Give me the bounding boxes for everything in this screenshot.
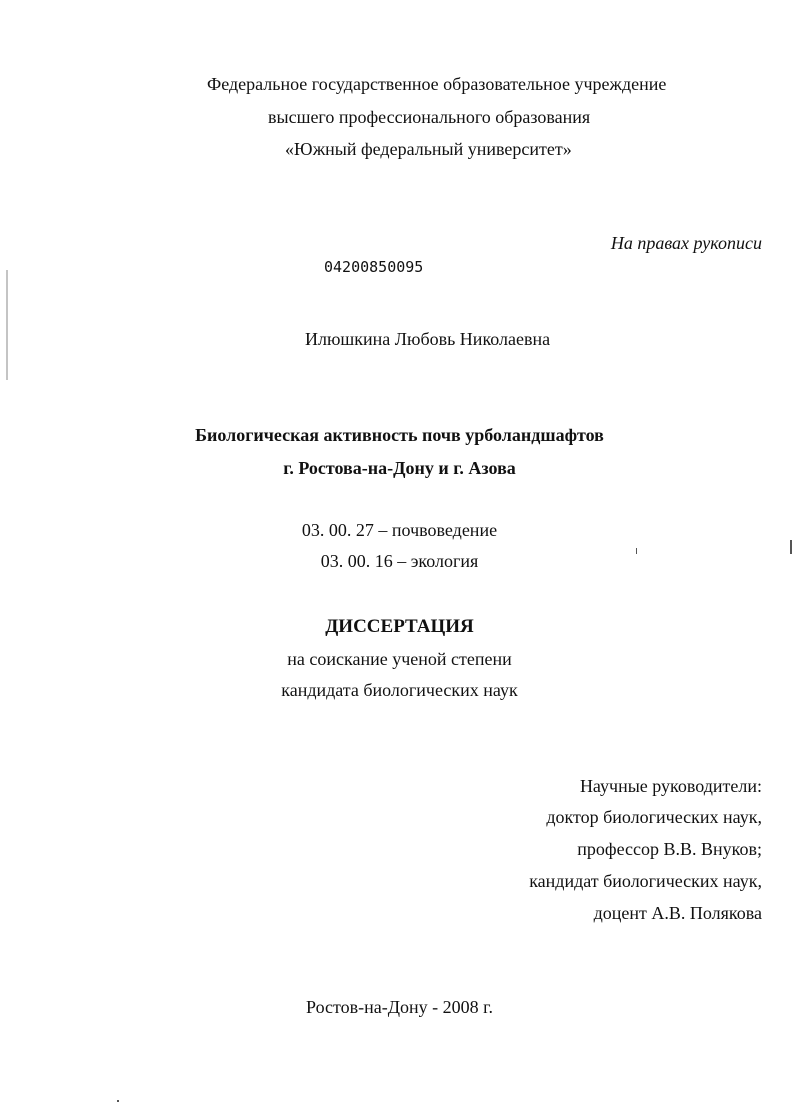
- dissertation-title-line-2: г. Ростова-на-Дону и г. Азова: [283, 458, 516, 478]
- supervisor-1-degree: доктор биологических наук,: [546, 807, 762, 827]
- degree-line-1: на соискание ученой степени: [287, 649, 512, 669]
- manuscript-note: На правах рукописи: [610, 233, 762, 253]
- institution-line-1: Федеральное государственное образовательное учреждение: [207, 74, 667, 94]
- supervisor-2-name: доцент А.В. Полякова: [593, 903, 762, 923]
- institution-line-3: «Южный федеральный университет»: [285, 139, 572, 159]
- institution-line-2: высшего профессионального образования: [268, 107, 591, 127]
- document-type: ДИССЕРТАЦИЯ: [325, 616, 474, 637]
- degree-line-2: кандидата биологических наук: [281, 680, 518, 700]
- registration-number: 04200850095: [324, 258, 424, 276]
- supervisors-heading: Научные руководители:: [579, 776, 762, 796]
- supervisor-1-name: профессор В.В. Внуков;: [577, 839, 762, 859]
- author-name: Илюшкина Любовь Николаевна: [305, 329, 551, 349]
- specialty-2: 03. 00. 16 – экология: [320, 551, 479, 571]
- supervisor-2-degree: кандидат биологических наук,: [529, 871, 762, 891]
- specialty-1: 03. 00. 27 – почвоведение: [301, 520, 498, 540]
- dissertation-title-line-1: Биологическая активность почв урболандшафтов: [195, 425, 604, 445]
- place-year: Ростов-на-Дону - 2008 г.: [306, 997, 493, 1017]
